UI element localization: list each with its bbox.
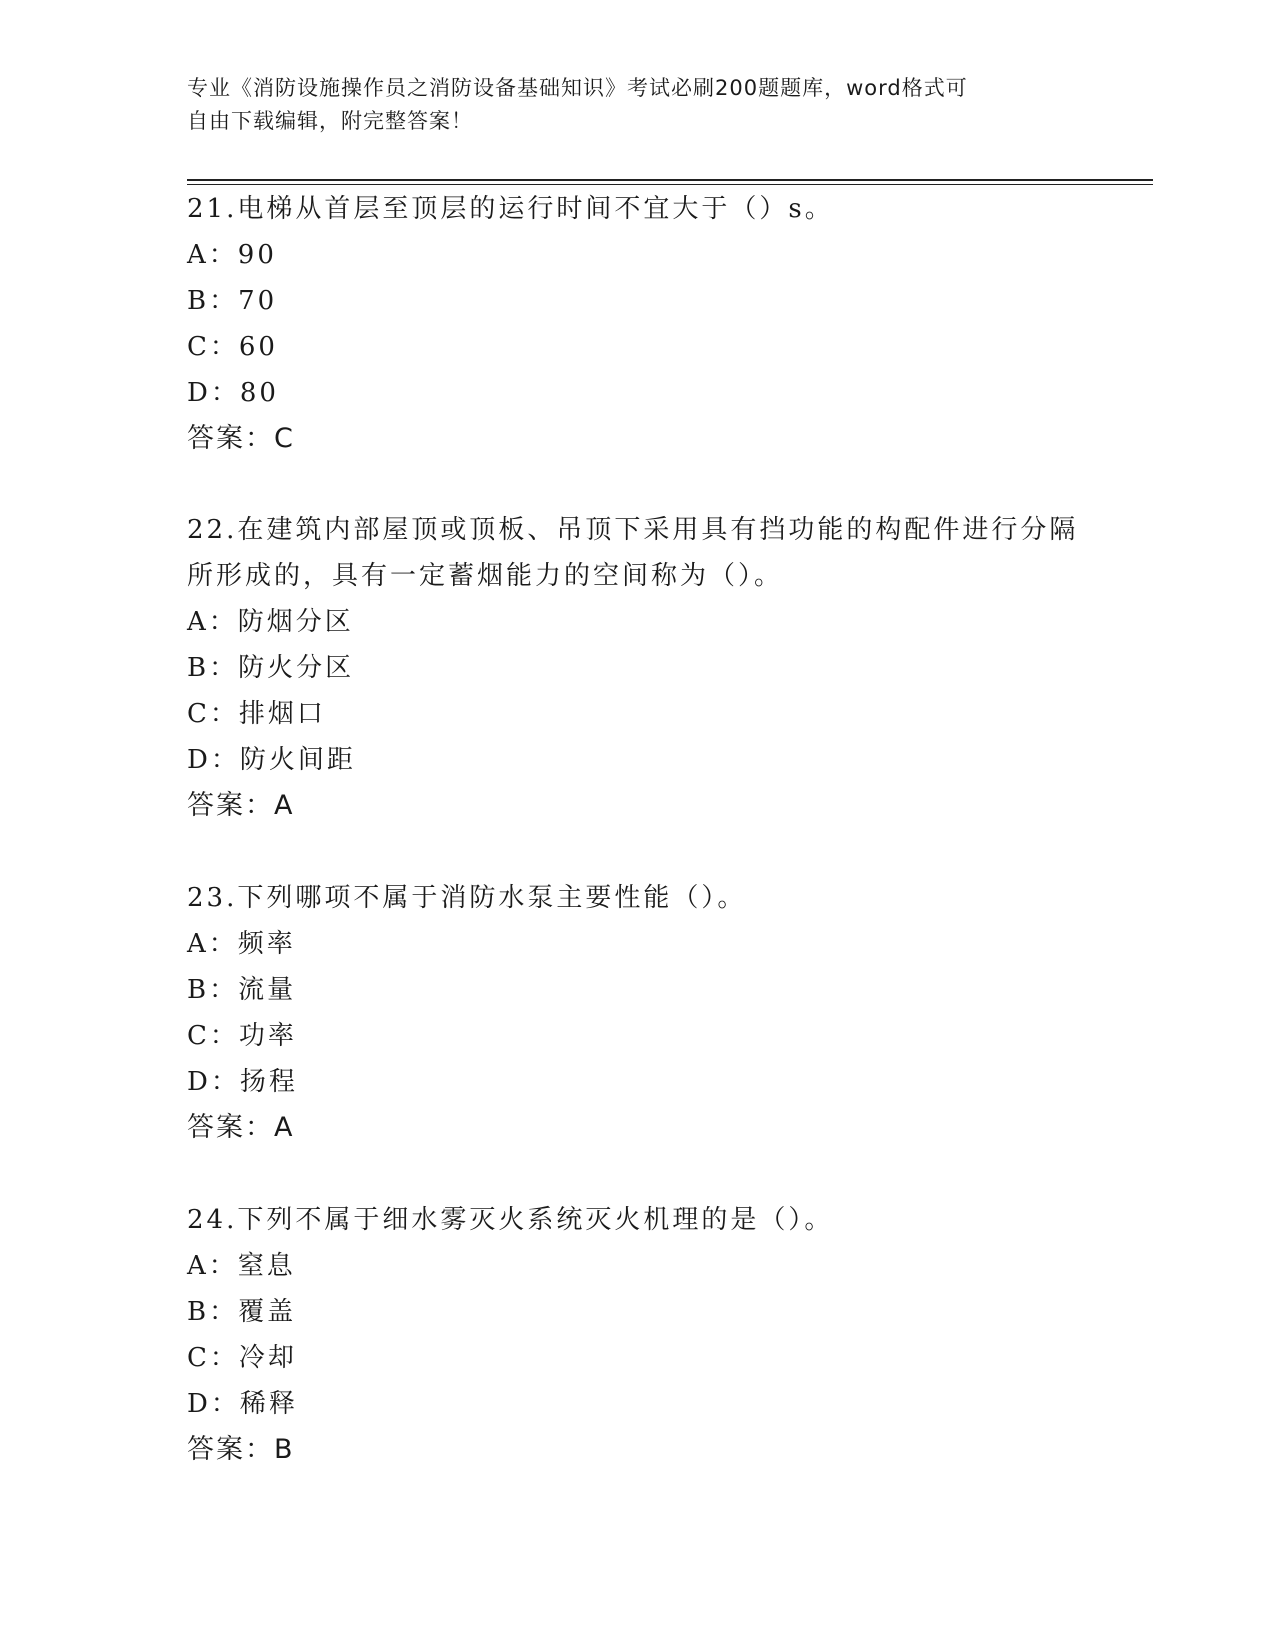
- option-a: A：频率: [187, 929, 296, 959]
- option-d: D：扬程: [187, 1067, 298, 1097]
- question-text-line-1: 22.在建筑内部屋顶或顶板、吊顶下采用具有挡功能的构配件进行分隔: [187, 515, 1079, 545]
- question-23: [187, 875, 1087, 1151]
- header-line-2: 自由下载编辑，附完整答案！: [187, 109, 473, 133]
- option-a: A：90: [187, 240, 277, 270]
- question-text: 23.下列哪项不属于消防水泵主要性能（）。: [187, 883, 747, 913]
- header-divider-thin: [187, 184, 1153, 185]
- option-b: B：流量: [187, 975, 297, 1005]
- question-21: [187, 186, 1087, 462]
- option-d: D：80: [187, 378, 279, 408]
- answer: 答案：A: [187, 790, 295, 821]
- option-b: B：覆盖: [187, 1297, 297, 1327]
- option-c: C：排烟口: [187, 699, 326, 729]
- option-a: A：窒息: [187, 1251, 296, 1281]
- answer: 答案：A: [187, 1112, 295, 1143]
- option-b: B：70: [187, 286, 278, 316]
- question-24: [187, 1197, 1087, 1473]
- header-divider-thick: [187, 179, 1153, 181]
- option-c: C：功率: [187, 1021, 297, 1051]
- question-22: [187, 507, 1087, 829]
- option-d: D：防火间距: [187, 745, 356, 775]
- answer: 答案：B: [187, 1434, 295, 1465]
- answer: 答案：C: [187, 423, 295, 454]
- question-text: 24.下列不属于细水雾灭火系统灭火机理的是（）。: [187, 1205, 834, 1235]
- question-text: 21.电梯从首层至顶层的运行时间不宜大于（）s。: [187, 194, 834, 224]
- option-c: C：冷却: [187, 1343, 297, 1373]
- question-text-line-2: 所形成的，具有一定蓄烟能力的空间称为（）。: [187, 561, 784, 591]
- option-b: B：防火分区: [187, 653, 355, 683]
- option-d: D：稀释: [187, 1389, 298, 1419]
- header-line-1: 专业《消防设施操作员之消防设备基础知识》考试必刷200题题库，word格式可: [187, 76, 968, 100]
- option-a: A：防烟分区: [187, 607, 354, 637]
- option-c: C：60: [187, 332, 278, 362]
- document-header: [187, 72, 1087, 138]
